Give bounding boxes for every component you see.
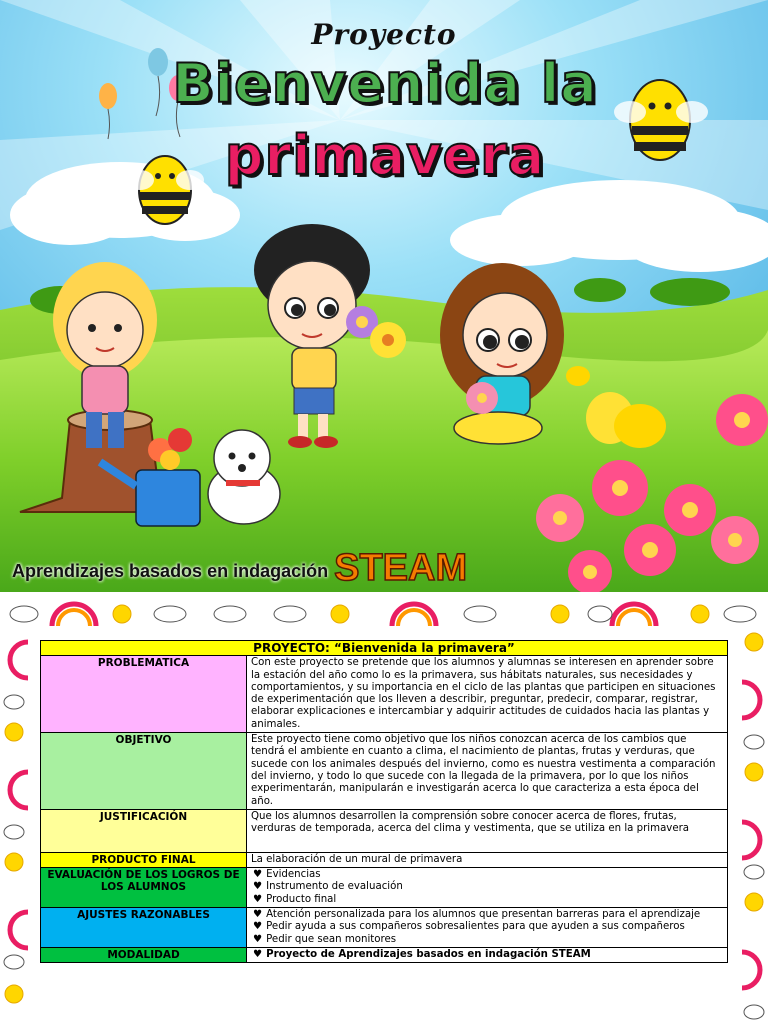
cover-title-line2: primavera [224,124,546,187]
list-item: ♥ Instrumento de evaluación [251,881,723,893]
row-label-problematica: PROBLEMATICA [41,656,247,733]
table-row [41,656,728,733]
row-text-justificacion: Que los alumnos desarrollen la comprensión sobre conocer acerca de flores, frutas, verduras de temporada, acerca del clima y vestimenta, que se utiliza en la primavera [247,809,728,852]
table-row [41,908,728,948]
list-item: ♥ Evidencias [251,869,723,881]
cover-title-line1: Bienvenida la [172,52,598,115]
table-row [41,809,728,852]
row-list-modalidad [247,947,728,962]
table-row [41,852,728,867]
decorative-border-left [0,622,32,1024]
list-item: ♥ Atención personalizada para los alumnos que presentan barreras para el aprendizaje [251,909,723,921]
steam-caption-word: STEAM [334,547,468,589]
row-label-producto-final: PRODUCTO FINAL [41,852,247,867]
row-text-problematica: Con este proyecto se pretende que los alumnos y alumnas se interesen en aprender sobre la estación del año como lo es la primavera, sus hábitats naturales, sus necesidades y comportamientos, y su importancia en el ciclo de las plantas que participen en situaciones de experimentación que los lleven a describir, preguntar, predecir, comparar, registrar, elaborar explicaciones e intercambiar y adquirir actitudes de cuidados hacia las plantas y animales. [247,656,728,733]
row-label-ajustes: AJUSTES RAZONABLES [41,908,247,948]
row-text-producto-final: La elaboración de un mural de primavera [247,852,728,867]
table-row [41,868,728,908]
row-text-objetivo: Este proyecto tiene como objetivo que los niños conozcan acerca de los cambios que tendrá el ambiente en cuanto a clima, el nacimiento de plantas, frutas y verduras, que sucede con los animales después del invierno, como es nuestra vestimenta a comparación del invierno, y todo lo que sucede con la llegada de la primavera, por lo que los niños experimentarán, manipularán e investigarán acerca lo que caracteriza a esta época del año. [247,733,728,810]
table-row [41,733,728,810]
project-table [40,640,728,963]
decorative-border-top [0,600,768,628]
project-title: PROYECTO: “Bienvenida la primavera” [41,641,728,656]
list-item: ♥ Producto final [251,894,723,906]
table-row [41,947,728,962]
row-list-ajustes [247,908,728,948]
row-label-evaluacion: EVALUACIÓN DE LOS LOGROS DE LOS ALUMNOS [41,868,247,908]
project-page [0,592,768,1024]
steam-caption [12,548,467,588]
steam-caption-label: Aprendizajes basados en indagación [12,561,329,581]
row-list-evaluacion [247,868,728,908]
row-label-modalidad: MODALIDAD [41,947,247,962]
list-item: ♥ Pedir ayuda a sus compañeros sobresalientes para que ayuden a sus compañeros [251,921,723,933]
list-item: ♥ Pedir que sean monitores [251,934,723,946]
row-label-justificacion: JUSTIFICACIÓN [41,809,247,852]
decorative-border-right [738,622,768,1024]
cover-kicker: Proyecto [311,18,457,51]
list-item: ♥ Proyecto de Aprendizajes basados en indagación STEAM [251,949,723,961]
table-header-row [41,641,728,656]
row-label-objetivo: OBJETIVO [41,733,247,810]
